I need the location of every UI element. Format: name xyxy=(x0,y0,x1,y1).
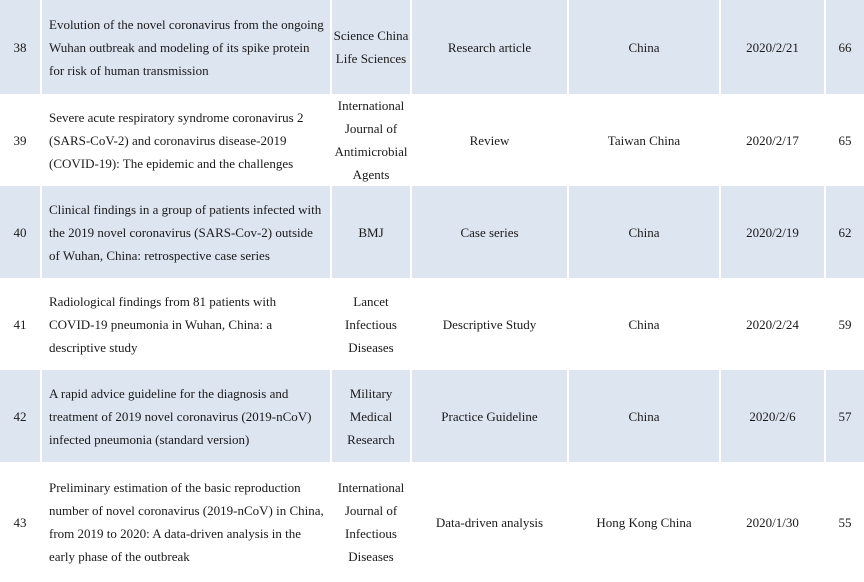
article-type: Review xyxy=(410,94,567,186)
citation-count: 57 xyxy=(824,370,864,462)
row-number: 42 xyxy=(13,408,27,424)
country: China xyxy=(567,370,719,462)
article-type: Descriptive Study xyxy=(410,278,567,370)
table-row xyxy=(0,278,864,370)
publication-date: 2020/2/17 xyxy=(719,94,824,186)
row-number: 43 xyxy=(13,514,27,530)
table-row xyxy=(0,0,864,94)
journal-name: BMJ xyxy=(330,186,410,278)
journal-name: Science China Life Sciences xyxy=(330,0,410,94)
citation-count: 55 xyxy=(824,462,864,582)
journal-name: International Journal of Antimicrobial Agents xyxy=(330,94,410,186)
row-number: 41 xyxy=(13,316,27,332)
row-number: 38 xyxy=(13,39,27,55)
article-title: A rapid advice guideline for the diagnosis and treatment of 2019 novel coronavirus (2019-nCoV) infected pneumonia (standard version) xyxy=(40,370,330,462)
article-title: Evolution of the novel coronavirus from the ongoing Wuhan outbreak and modeling of its spike protein for risk of human transmission xyxy=(40,0,330,94)
publication-date: 2020/1/30 xyxy=(719,462,824,582)
article-title: Severe acute respiratory syndrome coronavirus 2 (SARS-CoV-2) and coronavirus disease-2019 (COVID-19): The epidemic and the challenges xyxy=(40,94,330,186)
article-type: Data-driven analysis xyxy=(410,462,567,582)
citation-count: 65 xyxy=(824,94,864,186)
article-type: Practice Guideline xyxy=(410,370,567,462)
row-number: 40 xyxy=(13,224,27,240)
article-type: Case series xyxy=(410,186,567,278)
publication-date: 2020/2/24 xyxy=(719,278,824,370)
country: China xyxy=(567,0,719,94)
journal-name: International Journal of Infectious Diseases xyxy=(330,462,410,582)
country: Taiwan China xyxy=(567,94,719,186)
table-row xyxy=(0,462,864,582)
table-row xyxy=(0,370,864,462)
country: China xyxy=(567,278,719,370)
citation-count: 59 xyxy=(824,278,864,370)
journal-name: Military Medical Research xyxy=(330,370,410,462)
article-title: Preliminary estimation of the basic reproduction number of novel coronavirus (2019-nCoV) in China, from 2019 to 2020: A data-driven analysis in the early phase of the outbreak xyxy=(40,462,330,582)
citation-count: 62 xyxy=(824,186,864,278)
citation-count: 66 xyxy=(824,0,864,94)
publication-date: 2020/2/21 xyxy=(719,0,824,94)
table-row xyxy=(0,186,864,278)
publication-date: 2020/2/19 xyxy=(719,186,824,278)
country: China xyxy=(567,186,719,278)
publication-date: 2020/2/6 xyxy=(719,370,824,462)
row-number: 39 xyxy=(13,132,27,148)
country: Hong Kong China xyxy=(567,462,719,582)
article-title: Radiological findings from 81 patients with COVID-19 pneumonia in Wuhan, China: a descriptive study xyxy=(40,278,330,370)
article-type: Research article xyxy=(410,0,567,94)
table-row xyxy=(0,94,864,186)
article-title: Clinical findings in a group of patients infected with the 2019 novel coronavirus (SARS-Cov-2) outside of Wuhan, China: retrospective case series xyxy=(40,186,330,278)
journal-name: Lancet Infectious Diseases xyxy=(330,278,410,370)
